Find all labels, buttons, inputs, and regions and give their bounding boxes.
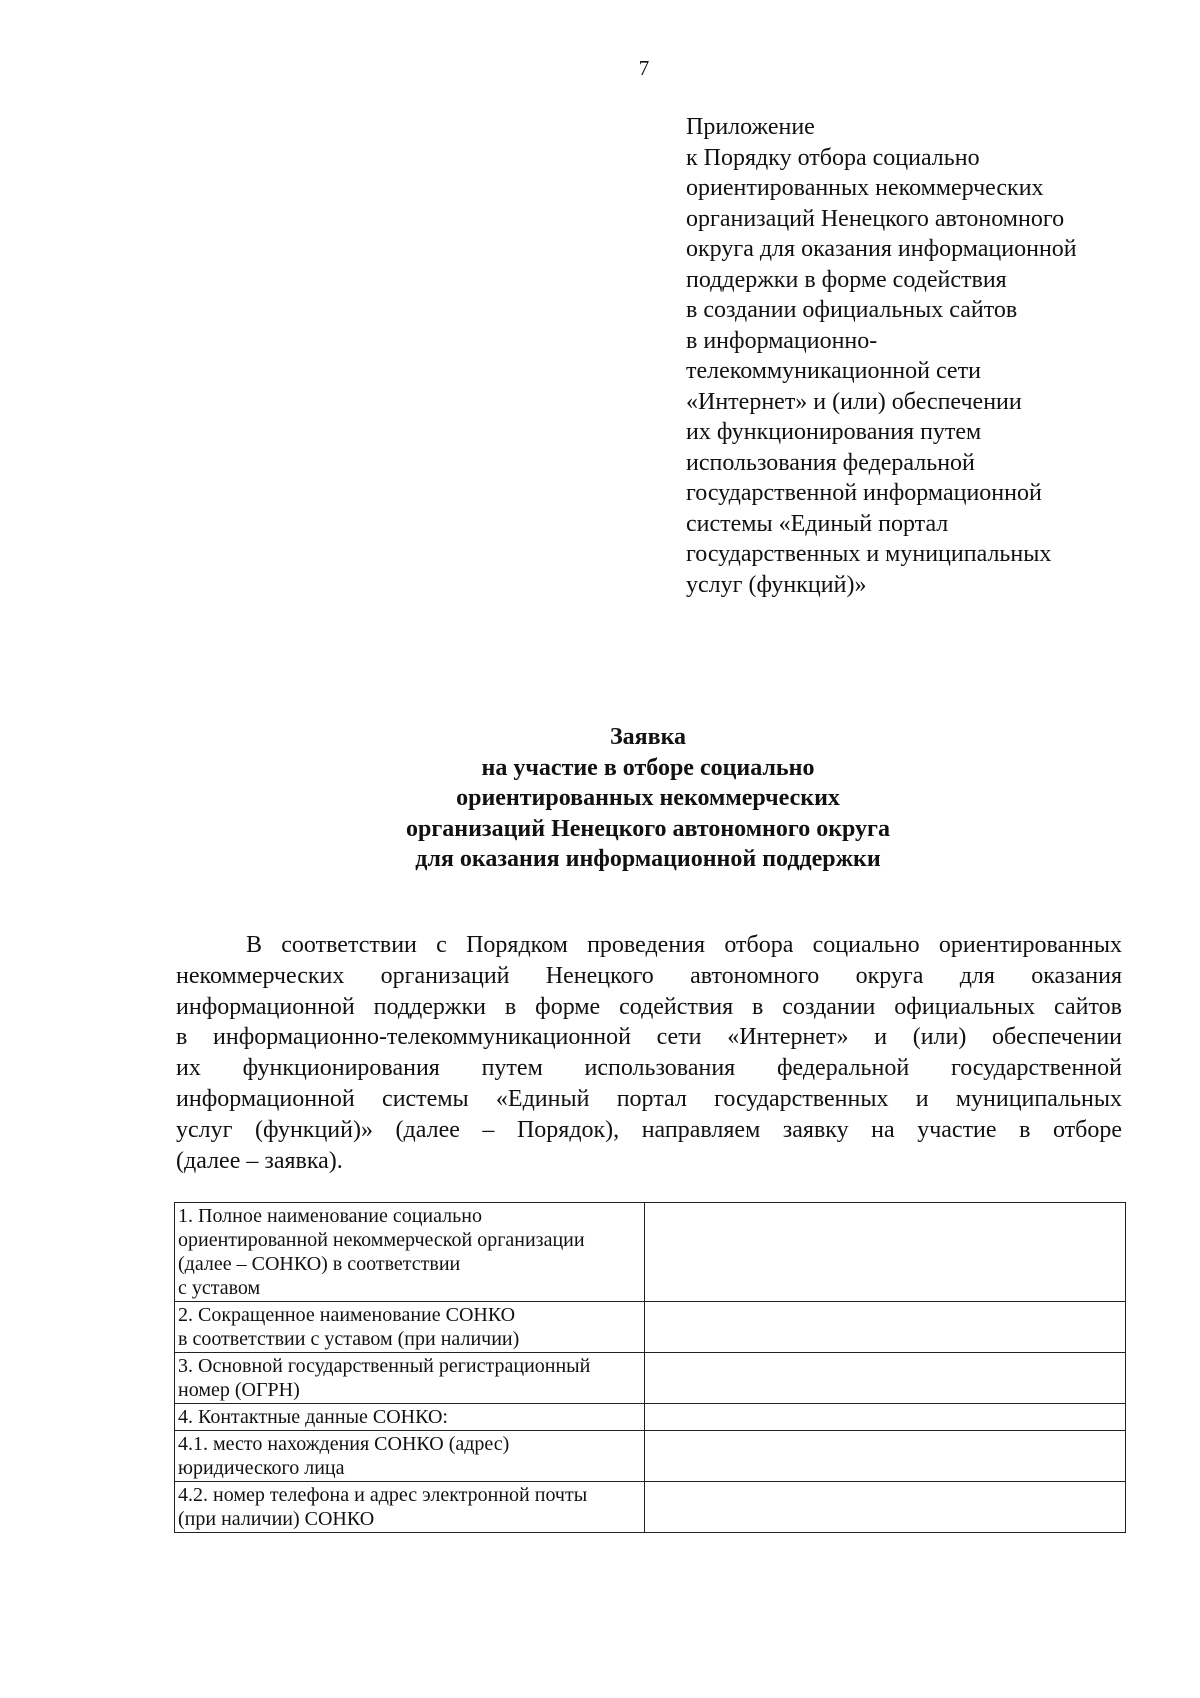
form-row-label: 4.2. номер телефона и адрес электронной почты (при наличии) СОНКО [175, 1482, 645, 1533]
form-row-label: 2. Сокращенное наименование СОНКО в соответствии с уставом (при наличии) [175, 1302, 645, 1353]
appendix-line: Приложение [686, 114, 815, 140]
form-row [175, 1404, 1126, 1431]
appendix-line: округа для оказания информационной [686, 236, 1077, 262]
form-row-value[interactable] [644, 1431, 1125, 1482]
intro-paragraph [176, 930, 1122, 1176]
appendix-header [686, 112, 1156, 600]
appendix-line: услуг (функций)» [686, 571, 867, 598]
form-row [175, 1431, 1126, 1482]
appendix-line: государственной информационной [686, 480, 1042, 506]
intro-line: (далее – заявка). [176, 1147, 343, 1174]
intro-line: их функционирования путем использования федеральной государственной [176, 1055, 1122, 1082]
appendix-line: к Порядку отбора социально [686, 144, 980, 171]
title-line: ориентированных некоммерческих [456, 785, 840, 811]
document-title [0, 722, 1200, 875]
form-row-value[interactable] [644, 1353, 1125, 1404]
form-row [175, 1203, 1126, 1302]
appendix-line: в создании официальных сайтов [686, 297, 1018, 323]
appendix-line: системы «Единый портал [686, 510, 949, 537]
appendix-line: телекоммуникационной сети [686, 358, 981, 384]
appendix-line: в информационно- [686, 327, 878, 354]
form-row-label: 4.1. место нахождения СОНКО (адрес) юридического лица [175, 1431, 645, 1482]
form-row-label: 4. Контактные данные СОНКО: [175, 1404, 645, 1431]
form-row [175, 1353, 1126, 1404]
title-line: организаций Ненецкого автономного округа [406, 815, 890, 842]
appendix-line: использования федеральной [686, 449, 975, 476]
intro-line: информационной поддержки в форме содействия в создании официальных сайтов [176, 993, 1122, 1020]
form-row-label: 3. Основной государственный регистрационный номер (ОГРН) [175, 1353, 645, 1404]
form-row-label: 1. Полное наименование социально ориентированной некоммерческой организации (далее – СОНКО) в соответствии с уставом [175, 1203, 645, 1302]
appendix-line: ориентированных некоммерческих [686, 175, 1044, 201]
intro-line: В соответствии с Порядком проведения отбора социально ориентированных [246, 932, 1122, 958]
appendix-line: их функционирования путем [686, 419, 982, 445]
title-line: Заявка [609, 724, 687, 750]
appendix-line: организаций Ненецкого автономного [686, 205, 1065, 232]
form-table-body [175, 1203, 1126, 1533]
form-row-value[interactable] [644, 1404, 1125, 1431]
appendix-line: поддержки в форме содействия [686, 266, 1007, 293]
intro-line: в информационно-телекоммуникационной сети «Интернет» и (или) обеспечении [176, 1024, 1122, 1051]
intro-line: некоммерческих организаций Ненецкого автономного округа для оказания [176, 962, 1122, 989]
appendix-line: «Интернет» и (или) обеспечении [686, 388, 1022, 415]
page-number: 7 [638, 56, 650, 80]
form-row [175, 1482, 1126, 1533]
form-row-value[interactable] [644, 1302, 1125, 1353]
form-row-value[interactable] [644, 1203, 1125, 1302]
form-row [175, 1302, 1126, 1353]
intro-line: информационной системы «Единый портал государственных и муниципальных [176, 1085, 1122, 1112]
form-row-value[interactable] [644, 1482, 1125, 1533]
appendix-line: государственных и муниципальных [686, 541, 1052, 567]
title-line: на участие в отборе социально [481, 754, 815, 781]
intro-line: услуг (функций)» (далее – Порядок), направляем заявку на участие в отборе [176, 1116, 1122, 1143]
title-line: для оказания информационной поддержки [415, 846, 881, 872]
application-form-table [174, 1202, 1126, 1533]
